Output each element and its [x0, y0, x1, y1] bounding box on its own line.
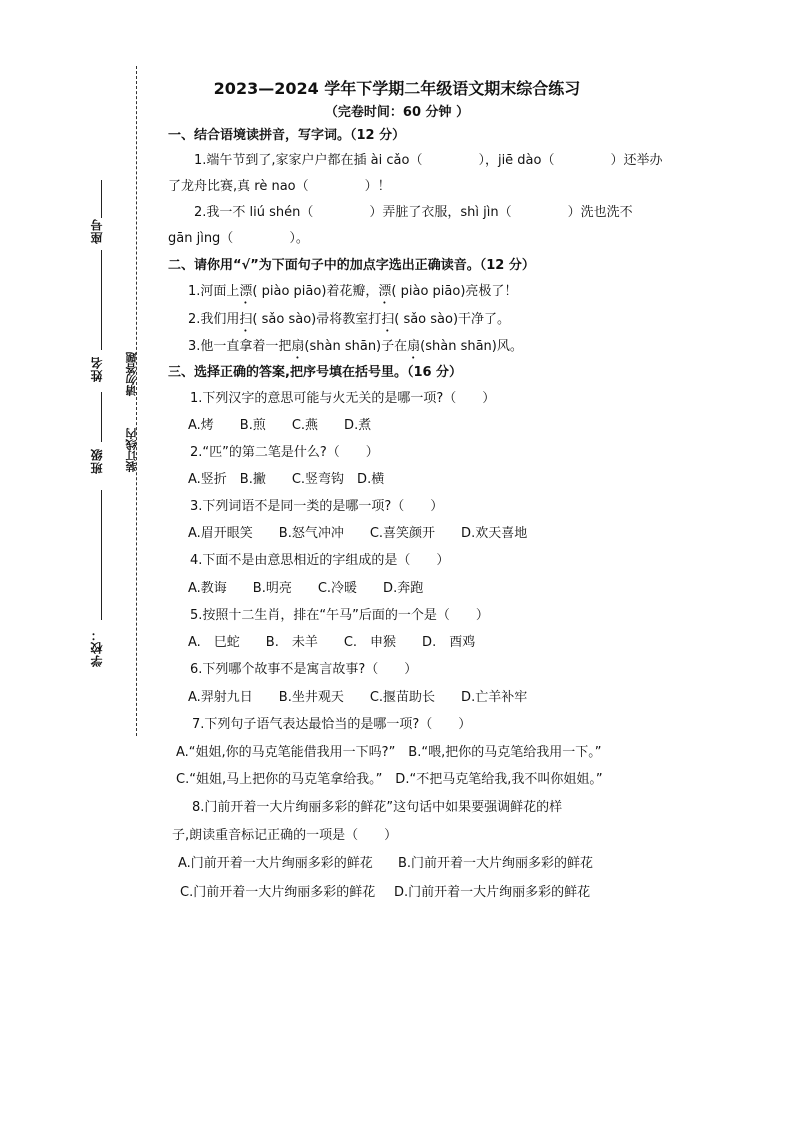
dotted-char: 漂	[239, 284, 253, 299]
s3-question-2: 2.“匹”的第二笔是什么?（ ）	[190, 445, 379, 460]
s2-question-1: 1.河面上漂( piào piāo)着花瓣，漂( piào piāo)亮极了！	[188, 284, 518, 299]
s3-question-7: 7.下列句子语气表达最恰当的是哪一项?（ ）	[192, 717, 472, 732]
seat-number-field[interactable]	[101, 180, 102, 218]
s3-question-5: 5.按照十二生肖，排在“午马”后面的一个是（ ）	[190, 608, 489, 623]
school-label: 学校：	[90, 628, 104, 667]
s3-question-6: 6.下列哪个故事不是寓言故事?（ ）	[190, 662, 418, 677]
class-label: 班级	[90, 448, 104, 474]
page-title: 2023—2024 学年下学期二年级语文期末综合练习	[213, 79, 581, 98]
binding-dashed-line	[136, 66, 137, 736]
section-3-heading: 三、选择正确的答案,把序号填在括号里。（16 分）	[168, 365, 463, 380]
s3-question-3-options: A.眉开眼笑 B.怒气冲冲 C.喜笑颜开 D.欢天喜地	[188, 526, 528, 541]
s1-question-1-line-2: 了龙舟比赛,真 rè nao（ ）！	[168, 179, 391, 194]
page-subtitle: （完卷时间：60 分钟 ）	[324, 105, 470, 120]
class-field[interactable]	[101, 490, 102, 620]
s3-question-4-options: A.教诲 B.明亮 C.冷暖 D.奔跑	[188, 581, 424, 596]
section-2-heading: 二、请你用“√”为下面句子中的加点字选出正确读音。（12 分）	[168, 258, 535, 273]
dotted-char: 扫	[239, 312, 253, 327]
s3-question-2-options: A.竖折 B.撇 C.竖弯钩 D.横	[188, 472, 385, 487]
s1-question-1-line-1: 1.端午节到了,家家户户都在插 ài cǎo（ ），jiē dào（ ）还举办	[194, 153, 663, 168]
s1-question-2-line-2: gān jìng（ ）。	[168, 231, 309, 246]
s3-question-8-option-a: A.门前开着一大片绚丽多彩的鲜花	[178, 856, 373, 871]
binding-line-notice: 装订线内	[125, 428, 138, 472]
s3-question-4: 4.下面不是由意思相近的字组成的是（ ）	[190, 553, 450, 568]
s1-question-2-line-1: 2.我一不 liú shén（ ）弄脏了衣服，shì jìn（ ）洗也洗不	[194, 205, 633, 220]
s2-question-2: 2.我们用扫( sǎo sào)帚将教室打扫( sǎo sào)干净了。	[188, 312, 511, 327]
class-field-top[interactable]	[101, 392, 102, 442]
dotted-char: 扇	[407, 339, 421, 354]
s3-question-7-options-cd: C.“姐姐,马上把你的马克笔拿给我。” D.“不把马克笔给我,我不叫你姐姐。”	[176, 772, 603, 787]
dotted-char: 扫	[381, 312, 395, 327]
dotted-char: 扇	[291, 339, 305, 354]
dotted-char: 漂	[378, 284, 392, 299]
s3-question-8-line-2: 子,朗读重音标记正确的一项是（ ）	[172, 828, 398, 843]
s3-question-8-option-d: D.门前开着一大片绚丽多彩的鲜花	[394, 885, 591, 900]
seat-number-label: 座号	[90, 218, 104, 244]
section-1-heading: 一、结合语境读拼音，写字词。（12 分）	[168, 128, 406, 143]
s3-question-5-options: A. 巳蛇 B. 未羊 C. 申猴 D. 酉鸡	[188, 635, 476, 650]
s3-question-7-options-ab: A.“姐姐,你的马克笔能借我用一下吗?” B.“喂,把你的马克笔给我用一下。”	[176, 745, 602, 760]
s2-question-3: 3.他一直拿着一把扇(shàn shān)子在扇(shàn shān)风。	[188, 339, 523, 354]
s3-question-8-line-1: 8.门前开着一大片绚丽多彩的鲜花”这句话中如果要强调鲜花的样	[192, 800, 563, 815]
no-answer-notice: 请勿答题	[125, 352, 138, 396]
s3-question-6-options: A.羿射九日 B.坐井观天 C.揠苗助长 D.亡羊补牢	[188, 690, 528, 705]
s3-question-1: 1.下列汉字的意思可能与火无关的是哪一项?（ ）	[190, 391, 496, 406]
s3-question-8-option-b: B.门前开着一大片绚丽多彩的鲜花	[398, 856, 594, 871]
name-label: 姓名	[90, 356, 104, 382]
name-field[interactable]	[101, 250, 102, 350]
s3-question-3: 3.下列词语不是同一类的是哪一项?（ ）	[190, 499, 444, 514]
s3-question-1-options: A.烤 B.煎 C.燕 D.煮	[188, 418, 372, 433]
s3-question-8-option-c: C.门前开着一大片绚丽多彩的鲜花	[180, 885, 376, 900]
